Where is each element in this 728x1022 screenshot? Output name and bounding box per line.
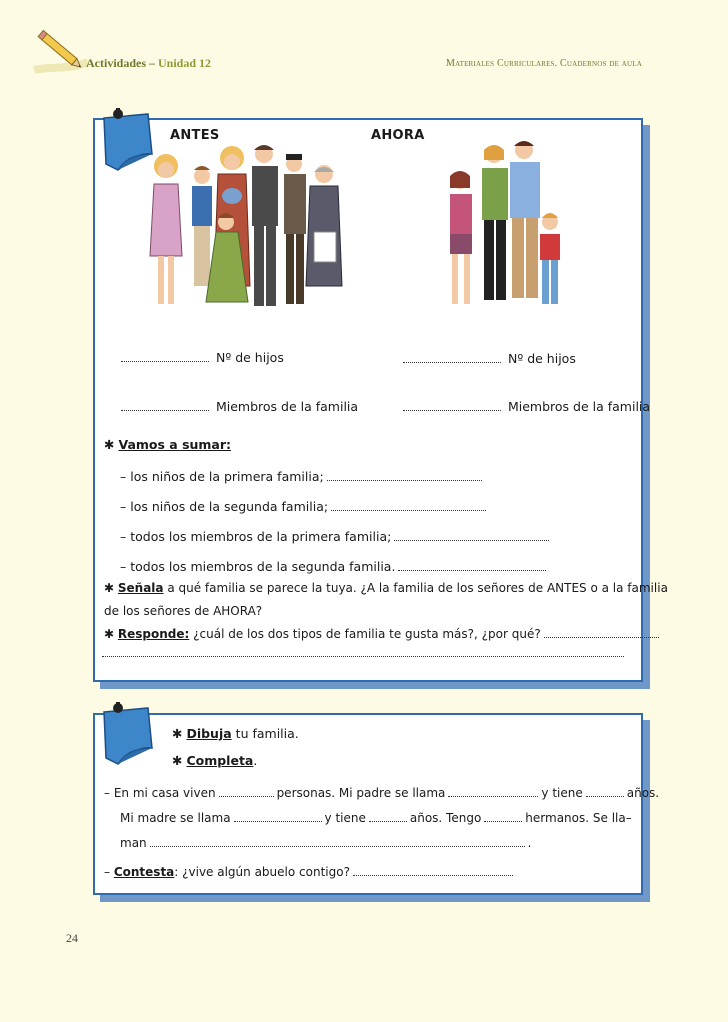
hermanos-blank[interactable] bbox=[484, 811, 522, 822]
antes-hijos-blank[interactable] bbox=[121, 351, 209, 362]
completa-sentence-2: Mi madre se llama y tiene años. Tengo hermanos. Se lla– bbox=[120, 811, 632, 825]
page-header bbox=[0, 0, 728, 90]
ahora-miembros-line: Miembros de la familia bbox=[400, 399, 650, 414]
sumar-blank-4[interactable] bbox=[398, 560, 546, 571]
completa-sentence-3: man . bbox=[120, 836, 532, 850]
responde-blank-2[interactable] bbox=[102, 656, 624, 657]
family-ahora-illustration bbox=[438, 130, 570, 310]
sumar-blank-1[interactable] bbox=[327, 470, 482, 481]
antes-title: ANTES bbox=[170, 128, 220, 143]
responde-line: ✱ Responde: ¿cuál de los dos tipos de familia te gusta más?, ¿por qué? bbox=[104, 627, 662, 641]
responde-blank-1[interactable] bbox=[544, 627, 659, 638]
ahora-hijos-blank[interactable] bbox=[403, 352, 501, 363]
hermanos-names-blank[interactable] bbox=[150, 836, 525, 847]
page-number: 24 bbox=[66, 931, 78, 945]
ahora-title: AHORA bbox=[371, 128, 425, 143]
antes-hijos-line: Nº de hijos bbox=[118, 350, 284, 365]
header-unit-title: Actividades – Unidad 12 bbox=[86, 56, 212, 70]
ahora-miembros-blank[interactable] bbox=[403, 400, 501, 411]
madre-age-blank[interactable] bbox=[369, 811, 407, 822]
padre-name-blank[interactable] bbox=[448, 786, 538, 797]
note-pin-icon bbox=[98, 698, 158, 768]
ahora-hijos-line: Nº de hijos bbox=[400, 351, 576, 366]
sumar-item-1: – los niños de la primera familia; bbox=[120, 469, 485, 484]
sumar-blank-3[interactable] bbox=[394, 530, 549, 541]
family-antes-illustration bbox=[146, 136, 348, 322]
dibuja-line: ✱ Dibuja tu familia. bbox=[172, 726, 299, 741]
senala-line-2: de los señores de AHORA? bbox=[104, 604, 263, 618]
personas-blank[interactable] bbox=[219, 786, 274, 797]
completa-line: ✱ Completa. bbox=[172, 753, 258, 768]
completa-sentence-1: – En mi casa viven personas. Mi padre se llama y tiene años. bbox=[104, 786, 660, 800]
antes-miembros-line: Miembros de la familia bbox=[118, 399, 358, 414]
antes-miembros-blank[interactable] bbox=[121, 400, 209, 411]
sumar-item-4: – todos los miembros de la segunda familia. bbox=[120, 559, 549, 574]
sumar-heading: ✱ Vamos a sumar: bbox=[104, 437, 232, 452]
sumar-blank-2[interactable] bbox=[331, 500, 486, 511]
sumar-item-2: – los niños de la segunda familia; bbox=[120, 499, 489, 514]
senala-line-1: ✱ Señala a qué familia se parece la tuya. ¿A la familia de los señores de ANTES o a la familia bbox=[104, 581, 668, 595]
header-series-title: Materiales Curriculares. Cuadernos de aula bbox=[446, 58, 642, 69]
madre-name-blank[interactable] bbox=[234, 811, 322, 822]
padre-age-blank[interactable] bbox=[586, 786, 624, 797]
sumar-item-3: – todos los miembros de la primera familia; bbox=[120, 529, 552, 544]
contesta-line: – Contesta: ¿vive algún abuelo contigo? bbox=[104, 865, 516, 879]
pencil-icon bbox=[30, 26, 90, 76]
contesta-blank[interactable] bbox=[353, 865, 513, 876]
